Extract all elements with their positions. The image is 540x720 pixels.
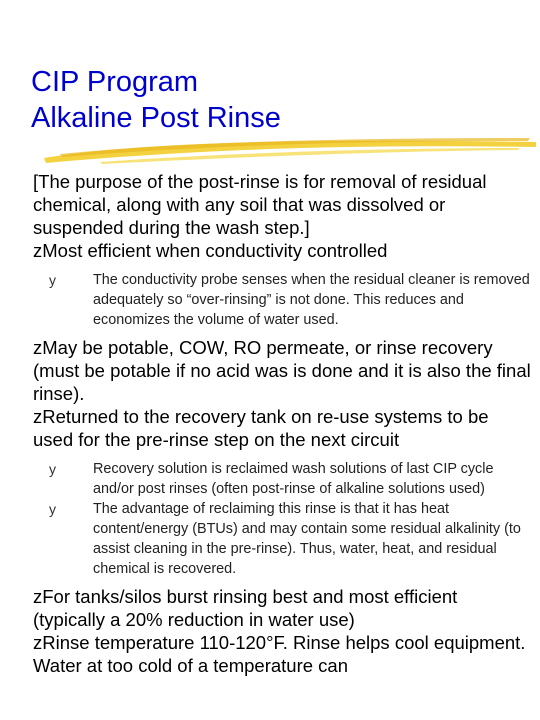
bullet-item	[33, 239, 533, 262]
bullet-text: Most efficient when conductivity controlled	[42, 240, 388, 261]
bullet-text: Rinse temperature 110-120°F. Rinse helps cool equipment. Water at too cold of a temperature can	[33, 632, 526, 676]
bullet-marker: z	[33, 337, 43, 358]
bullet-item	[33, 631, 533, 677]
bullet-list	[33, 239, 533, 677]
sub-bullet-text: Recovery solution is reclaimed wash solutions of last CIP cycle and/or post rinses (often post-rinse of alkaline solutions used)	[93, 461, 494, 497]
sub-bullet-item	[49, 499, 533, 579]
sub-bullet-list	[33, 459, 533, 579]
sub-bullet-text: The advantage of reclaiming this rinse is that it has heat content/energy (BTUs) and may contain some residual alkalinity (to assist cleaning in the pre-rinse). Thus, water, heat, and residual chemical is recovered.	[93, 501, 521, 577]
sub-bullet-text: The conductivity probe senses when the residual cleaner is removed adequately so “over-rinsing” is not done. This reduces and economizes the volume of water used.	[93, 272, 530, 328]
sub-bullet-list	[33, 270, 533, 330]
slide-title	[31, 64, 281, 136]
sub-bullet-marker: y	[49, 461, 56, 477]
bullet-item	[33, 336, 533, 405]
bullet-marker: z	[33, 406, 43, 427]
bullet-marker: z	[33, 240, 43, 261]
bullet-text: May be potable, COW, RO permeate, or rinse recovery (must be potable if no acid was is done and it is also the final rinse).	[33, 337, 531, 404]
bullet-text: For tanks/silos burst rinsing best and most efficient (typically a 20% reduction in water use)	[33, 586, 458, 630]
slide-body	[33, 170, 533, 677]
intro-paragraph: [The purpose of the post-rinse is for removal of residual chemical, along with any soil that was dissolved or suspended during the wash step.]	[33, 171, 487, 238]
bullet-text: Returned to the recovery tank on re-use systems to be used for the pre-rinse step on the next circuit	[33, 406, 489, 450]
bullet-item	[33, 585, 533, 631]
title-line-2: Alkaline Post Rinse	[31, 102, 281, 134]
bullet-item	[33, 405, 533, 451]
sub-bullet-item	[49, 459, 533, 499]
sub-bullet-item	[49, 270, 533, 330]
title-line-1: CIP Program	[31, 66, 199, 98]
bullet-marker: z	[33, 586, 43, 607]
sub-bullet-marker: y	[49, 272, 56, 288]
sub-bullet-marker: y	[49, 501, 56, 517]
bullet-marker: z	[33, 632, 43, 653]
decorative-brush-swoosh	[40, 132, 540, 168]
